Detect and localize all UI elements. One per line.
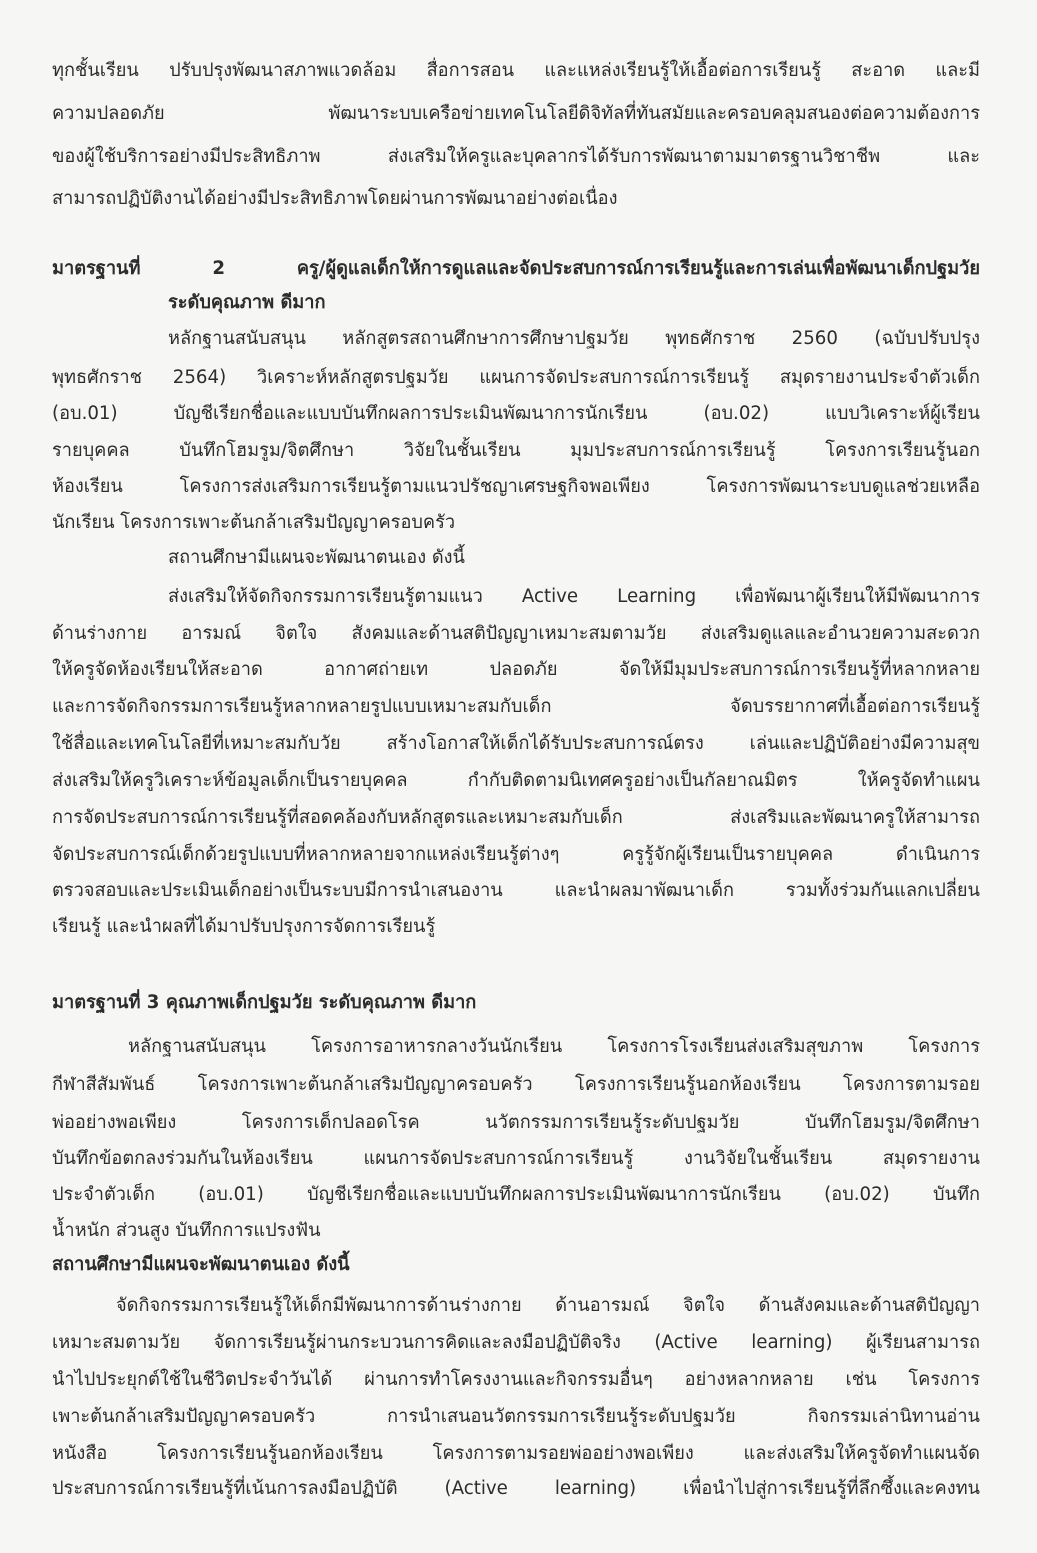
paragraph-line: พุทธศักราช 2564) วิเคราะห์หลักสูตรปฐมวัย แผนการจัดประสบการณ์การเรียนรู้ สมุดรายงานประจำตัวเด็ก — [52, 367, 980, 388]
standard-3-heading: มาตรฐานที่ 3 คุณภาพเด็กปฐมวัย ระดับคุณภาพ ดีมาก — [52, 992, 477, 1013]
paragraph-line: หลักฐานสนับสนุน หลักสูตรสถานศึกษาการศึกษาปฐมวัย พุทธศักราช 2560 (ฉบับปรับปรุง — [168, 328, 980, 349]
paragraph-line: หนังสือ โครงการเรียนรู้นอกห้องเรียน โครงการตามรอยพ่ออย่างพอเพียง และส่งเสริมให้ครูจัดทำแผนจัด — [52, 1443, 980, 1464]
paragraph-line: ส่งเสริมให้จัดกิจกรรมการเรียนรู้ตามแนว Active Learning เพื่อพัฒนาผู้เรียนให้มีพัฒนาการ — [168, 586, 980, 607]
paragraph-line: หลักฐานสนับสนุน โครงการอาหารกลางวันนักเรียน โครงการโรงเรียนส่งเสริมสุขภาพ โครงการ — [128, 1036, 980, 1057]
paragraph-line: น้ำหนัก ส่วนสูง บันทึกการแปรงฟัน — [52, 1220, 321, 1241]
paragraph-line: ประจำตัวเด็ก (อบ.01) บัญชีเรียกชื่อและแบบบันทึกผลการประเมินพัฒนาการนักเรียน (อบ.02) บันทึก — [52, 1184, 980, 1205]
paragraph-line: ตรวจสอบและประเมินเด็กอย่างเป็นระบบมีการนำเสนองาน และนำผลมาพัฒนาเด็ก รวมทั้งร่วมกันแลกเปลี่ยน — [52, 880, 980, 901]
paragraph-line: รายบุคคล บันทึกโฮมรูม/จิตศึกษา วิจัยในชั้นเรียน มุมประสบการณ์การเรียนรู้ โครงการเรียนรู้นอก — [52, 440, 980, 461]
paragraph-line: ความปลอดภัย พัฒนาระบบเครือข่ายเทคโนโลยีดิจิทัลที่ทันสมัยและครอบคลุมสนองต่อความต้องการ — [52, 103, 980, 124]
paragraph-line: การจัดประสบการณ์การเรียนรู้ที่สอดคล้องกับหลักสูตรและเหมาะสมกับเด็ก ส่งเสริมและพัฒนาครูให้สามารถ — [52, 807, 980, 828]
paragraph-line: เหมาะสมตามวัย จัดการเรียนรู้ผ่านกระบวนการคิดและลงมือปฏิบัติจริง (Active learning) ผู้เรียนสามารถ — [52, 1332, 980, 1353]
paragraph-line: (อบ.01) บัญชีเรียกชื่อและแบบบันทึกผลการประเมินพัฒนาการนักเรียน (อบ.02) แบบวิเคราะห์ผู้เรียน — [52, 403, 980, 424]
standard-2-level: ระดับคุณภาพ ดีมาก — [168, 292, 326, 313]
paragraph-line: เรียนรู้ และนำผลที่ได้มาปรับปรุงการจัดการเรียนรู้ — [52, 916, 436, 937]
paragraph-line: ห้องเรียน โครงการส่งเสริมการเรียนรู้ตามแนวปรัชญาเศรษฐกิจพอเพียง โครงการพัฒนาระบบดูแลช่วยเหลือ — [52, 476, 980, 497]
paragraph-line: นักเรียน โครงการเพาะต้นกล้าเสริมปัญญาครอบครัว — [52, 512, 456, 533]
paragraph-line: ส่งเสริมให้ครูวิเคราะห์ข้อมูลเด็กเป็นรายบุคคล กำกับติดตามนิเทศครูอย่างเป็นกัลยาณมิตร ให้ครูจัดทำแผน — [52, 770, 980, 791]
paragraph-line: พ่ออย่างพอเพียง โครงการเด็กปลอดโรค นวัตกรรมการเรียนรู้ระดับปฐมวัย บันทึกโฮมรูม/จิตศึกษา — [52, 1112, 980, 1133]
standard-2-heading: มาตรฐานที่ 2 ครู/ผู้ดูแลเด็กให้การดูแลและจัดประสบการณ์การเรียนรู้และการเล่นเพื่อพัฒนาเด็กปฐมวัย — [52, 258, 980, 279]
plan-heading: สถานศึกษามีแผนจะพัฒนาตนเอง ดังนี้ — [52, 1254, 350, 1275]
paragraph-line: และการจัดกิจกรรมการเรียนรู้หลากหลายรูปแบบเหมาะสมกับเด็ก จัดบรรยากาศที่เอื้อต่อการเรียนรู้ — [52, 696, 980, 717]
paragraph-line: ของผู้ใช้บริการอย่างมีประสิทธิภาพ ส่งเสริมให้ครูและบุคลากรได้รับการพัฒนาตามมาตรฐานวิชาชีพ และ — [52, 146, 980, 167]
paragraph-line: ให้ครูจัดห้องเรียนให้สะอาด อากาศถ่ายเท ปลอดภัย จัดให้มีมุมประสบการณ์การเรียนรู้ที่หลากหลาย — [52, 659, 980, 680]
paragraph-line: เพาะต้นกล้าเสริมปัญญาครอบครัว การนำเสนอนวัตกรรมการเรียนรู้ระดับปฐมวัย กิจกรรมเล่านิทานอ่าน — [52, 1406, 980, 1427]
paragraph-line: กีฬาสีสัมพันธ์ โครงการเพาะต้นกล้าเสริมปัญญาครอบครัว โครงการเรียนรู้นอกห้องเรียน โครงการตามรอย — [52, 1074, 980, 1095]
plan-heading: สถานศึกษามีแผนจะพัฒนาตนเอง ดังนี้ — [168, 547, 465, 568]
paragraph-line: ประสบการณ์การเรียนรู้ที่เน้นการลงมือปฏิบัติ (Active learning) เพื่อนำไปสู่การเรียนรู้ที่ลึกซึ้งและคงทน — [52, 1478, 980, 1499]
paragraph-line: ด้านร่างกาย อารมณ์ จิตใจ สังคมและด้านสติปัญญาเหมาะสมตามวัย ส่งเสริมดูแลและอำนวยความสะดวก — [52, 623, 980, 644]
paragraph-line: จัดประสบการณ์เด็กด้วยรูปแบบที่หลากหลายจากแหล่งเรียนรู้ต่างๆ ครูรู้จักผู้เรียนเป็นรายบุคคล ดำเนินการ — [52, 844, 980, 865]
paragraph-line: บันทึกข้อตกลงร่วมกันในห้องเรียน แผนการจัดประสบการณ์การเรียนรู้ งานวิจัยในชั้นเรียน สมุดรายงาน — [52, 1148, 980, 1169]
paragraph-line: ใช้สื่อและเทคโนโลยีที่เหมาะสมกับวัย สร้างโอกาสให้เด็กได้รับประสบการณ์ตรง เล่นและปฏิบัติอย่างมีความสุข — [52, 733, 980, 754]
paragraph-line: จัดกิจกรรมการเรียนรู้ให้เด็กมีพัฒนาการด้านร่างกาย ด้านอารมณ์ จิตใจ ด้านสังคมและด้านสติปัญญา — [116, 1295, 980, 1316]
paragraph-line: ทุกชั้นเรียน ปรับปรุงพัฒนาสภาพแวดล้อม สื่อการสอน และแหล่งเรียนรู้ให้เอื้อต่อการเรียนรู้ สะอาด และมี — [52, 60, 980, 81]
paragraph-line: สามารถปฏิบัติงานได้อย่างมีประสิทธิภาพโดยผ่านการพัฒนาอย่างต่อเนื่อง — [52, 188, 618, 209]
paragraph-line: นำไปประยุกต์ใช้ในชีวิตประจำวันได้ ผ่านการทำโครงงานและกิจกรรมอื่นๆ อย่างหลากหลาย เช่น โครงการ — [52, 1369, 980, 1390]
